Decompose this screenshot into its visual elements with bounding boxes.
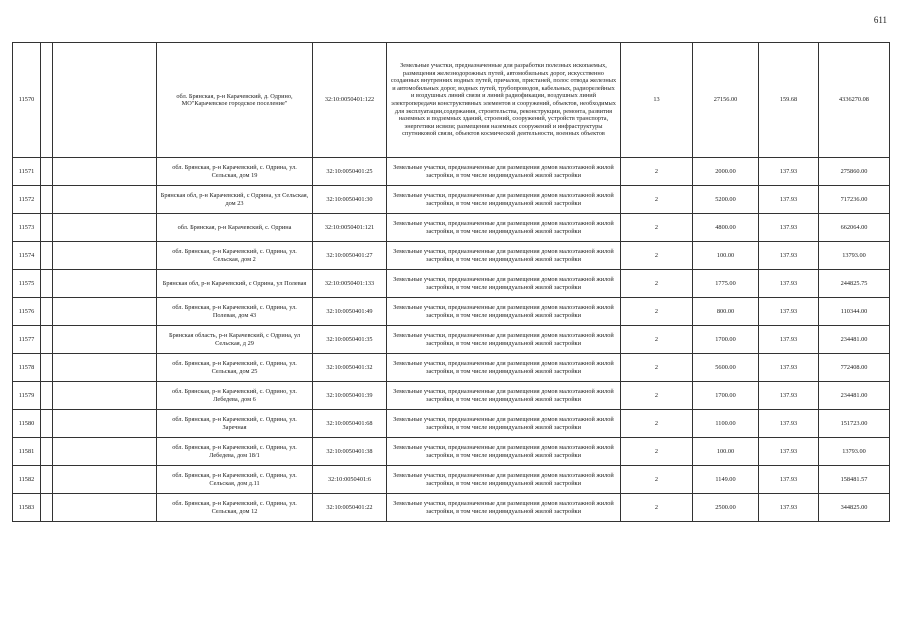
spacer-cell [53,242,157,270]
spacer-cell [53,214,157,242]
row-number-cell: 11579 [13,382,41,410]
specific-value-cell: 137.93 [759,382,819,410]
spacer-cell [41,466,53,494]
cadastral-value-table [12,42,890,522]
address-cell: обл. Брянская, р-н Карачевский, с. Одрина, ул. Сельская, дом 19 [157,158,313,186]
table-row [13,410,890,438]
table-row [13,466,890,494]
cadastral-value-cell: 110344.00 [819,298,890,326]
spacer-cell [41,242,53,270]
specific-value-cell: 137.93 [759,354,819,382]
land-use-cell: Земельные участки, предназначенные для размещения домов малоэтажной жилой застройки, в том числе индивидуальной жилой застройки [387,326,621,354]
area-cell: 5600.00 [693,354,759,382]
cadastral-value-cell: 275860.00 [819,158,890,186]
table-row [13,326,890,354]
table-row [13,270,890,298]
address-cell: обл. Брянская, р-н Карачевский, с. Одрина [157,214,313,242]
area-cell: 2000.00 [693,158,759,186]
address-cell: обл. Брянская, р-н Карачевский, с. Одрина, ул. Сельская, дом 12 [157,494,313,522]
row-number-cell: 11573 [13,214,41,242]
address-cell: обл. Брянская, р-н Карачевский, д. Одрино, МО"Карачевское городское поселение" [157,43,313,158]
spacer-cell [41,298,53,326]
cadastral-value-cell: 158481.57 [819,466,890,494]
category-code-cell: 2 [621,354,693,382]
spacer-cell [41,382,53,410]
category-code-cell: 2 [621,186,693,214]
cadastral-number-cell: 32:10:0050401:6 [313,466,387,494]
spacer-cell [53,43,157,158]
category-code-cell: 2 [621,494,693,522]
address-cell: обл. Брянская, р-н Карачевский, с. Одрина, ул. Сельская, дом 2 [157,242,313,270]
spacer-cell [53,466,157,494]
category-code-cell: 2 [621,466,693,494]
address-cell: обл. Брянская, р-н Карачевский, с. Одрино, ул. Лебедева, дом 6 [157,382,313,410]
table-row [13,186,890,214]
specific-value-cell: 137.93 [759,186,819,214]
land-use-cell: Земельные участки, предназначенные для размещения домов малоэтажной жилой застройки, в том числе индивидуальной жилой застройки [387,158,621,186]
table-row [13,298,890,326]
cadastral-value-cell: 234481.00 [819,326,890,354]
cadastral-number-cell: 32:10:0050401:68 [313,410,387,438]
address-cell: Брянская обл, р-н Карачевский, с Одрина, ул Сельская, дом 23 [157,186,313,214]
specific-value-cell: 137.93 [759,438,819,466]
table-row [13,158,890,186]
spacer-cell [53,494,157,522]
page-number: 611 [873,15,887,25]
spacer-cell [53,382,157,410]
land-use-cell: Земельные участки, предназначенные для разработки полезных ископаемых, размещения железнодорожных путей, автомобильных дорог, искусственно созданных внутренних водных путей, причалов, пристаней, полос отвода железных и автомобильных дорог, водных путей, трубопроводов, кабельных, радиорелейных и воздушных линий связи и линий радиофикации, воздушных линий электропередачи конструктивных элементов и сооружений, объектов, необходимых для эксплуатации,содержания, строительства, реконструкции, ремонта, развития наземных и подземных зданий, строений, сооружений, устройств транспорта, энергетики исвязи; размещения наземных сооружений и инфраструктуры спутниковой связи, объектов космической деятельности, военных объектов [387,43,621,158]
cadastral-value-cell: 772408.00 [819,354,890,382]
cadastral-number-cell: 32:10:0050401:35 [313,326,387,354]
land-use-cell: Земельные участки, предназначенные для размещения домов малоэтажной жилой застройки, в том числе индивидуальной жилой застройки [387,382,621,410]
specific-value-cell: 137.93 [759,466,819,494]
cadastral-number-cell: 32:10:0050401:38 [313,438,387,466]
cadastral-number-cell: 32:10:0050401:49 [313,298,387,326]
cadastral-value-cell: 244825.75 [819,270,890,298]
spacer-cell [41,494,53,522]
cadastral-number-cell: 32:10:0050401:39 [313,382,387,410]
row-number-cell: 11583 [13,494,41,522]
land-use-cell: Земельные участки, предназначенные для размещения домов малоэтажной жилой застройки, в том числе индивидуальной жилой застройки [387,298,621,326]
specific-value-cell: 137.93 [759,158,819,186]
category-code-cell: 2 [621,326,693,354]
area-cell: 27156.00 [693,43,759,158]
spacer-cell [41,186,53,214]
row-number-cell: 11580 [13,410,41,438]
cadastral-value-cell: 13793.00 [819,242,890,270]
land-use-cell: Земельные участки, предназначенные для размещения домов малоэтажной жилой застройки, в том числе индивидуальной жилой застройки [387,466,621,494]
row-number-cell: 11575 [13,270,41,298]
specific-value-cell: 137.93 [759,410,819,438]
land-use-cell: Земельные участки, предназначенные для размещения домов малоэтажной жилой застройки, в том числе индивидуальной жилой застройки [387,242,621,270]
row-number-cell: 11572 [13,186,41,214]
spacer-cell [53,410,157,438]
category-code-cell: 2 [621,382,693,410]
specific-value-cell: 137.93 [759,298,819,326]
category-code-cell: 2 [621,410,693,438]
table-body [13,43,890,522]
cadastral-value-cell: 662064.00 [819,214,890,242]
specific-value-cell: 137.93 [759,270,819,298]
land-use-cell: Земельные участки, предназначенные для размещения домов малоэтажной жилой застройки, в том числе индивидуальной жилой застройки [387,438,621,466]
row-number-cell: 11577 [13,326,41,354]
category-code-cell: 2 [621,242,693,270]
cadastral-number-cell: 32:10:0050401:25 [313,158,387,186]
area-cell: 1700.00 [693,326,759,354]
address-cell: обл. Брянская, р-н Карачевский, с. Одрина, ул. Сельская, дом д.11 [157,466,313,494]
cadastral-value-cell: 151723.00 [819,410,890,438]
category-code-cell: 2 [621,214,693,242]
area-cell: 1100.00 [693,410,759,438]
spacer-cell [53,326,157,354]
table-row [13,242,890,270]
spacer-cell [41,158,53,186]
row-number-cell: 11570 [13,43,41,158]
cadastral-value-cell: 234481.00 [819,382,890,410]
spacer-cell [41,326,53,354]
category-code-cell: 2 [621,438,693,466]
spacer-cell [53,270,157,298]
category-code-cell: 2 [621,270,693,298]
area-cell: 1775.00 [693,270,759,298]
area-cell: 4800.00 [693,214,759,242]
table-row [13,43,890,158]
specific-value-cell: 159.68 [759,43,819,158]
area-cell: 100.00 [693,242,759,270]
address-cell: обл. Брянская, р-н Карачевский, с. Одрина, ул. Лебедева, дом 18/1 [157,438,313,466]
area-cell: 2500.00 [693,494,759,522]
category-code-cell: 13 [621,43,693,158]
address-cell: Брянская область, р-н Карачевский, с Одрина, ул Сельская, д 29 [157,326,313,354]
spacer-cell [41,354,53,382]
table-row [13,382,890,410]
cadastral-number-cell: 32:10:0050401:22 [313,494,387,522]
area-cell: 1149.00 [693,466,759,494]
specific-value-cell: 137.93 [759,494,819,522]
cadastral-value-cell: 4336270.08 [819,43,890,158]
specific-value-cell: 137.93 [759,242,819,270]
land-use-cell: Земельные участки, предназначенные для размещения домов малоэтажной жилой застройки, в том числе индивидуальной жилой застройки [387,410,621,438]
address-cell: обл. Брянская, р-н Карачевский, с. Одрина, ул. Заречная [157,410,313,438]
row-number-cell: 11576 [13,298,41,326]
category-code-cell: 2 [621,158,693,186]
table-row [13,214,890,242]
area-cell: 5200.00 [693,186,759,214]
area-cell: 1700.00 [693,382,759,410]
area-cell: 100.00 [693,438,759,466]
address-cell: Брянская обл, р-н Карачевский, с Одрина, ул Полевая [157,270,313,298]
spacer-cell [41,270,53,298]
spacer-cell [41,214,53,242]
land-use-cell: Земельные участки, предназначенные для размещения домов малоэтажной жилой застройки, в том числе индивидуальной жилой застройки [387,186,621,214]
table-row [13,494,890,522]
spacer-cell [53,186,157,214]
cadastral-number-cell: 32:10:0050401:122 [313,43,387,158]
address-cell: обл. Брянская, р-н Карачевский, с. Одрина, ул. Сельская, дом 25 [157,354,313,382]
row-number-cell: 11582 [13,466,41,494]
land-use-cell: Земельные участки, предназначенные для размещения домов малоэтажной жилой застройки, в том числе индивидуальной жилой застройки [387,494,621,522]
spacer-cell [41,410,53,438]
spacer-cell [53,438,157,466]
row-number-cell: 11581 [13,438,41,466]
land-use-cell: Земельные участки, предназначенные для размещения домов малоэтажной жилой застройки, в том числе индивидуальной жилой застройки [387,354,621,382]
cadastral-value-cell: 717236.00 [819,186,890,214]
spacer-cell [41,438,53,466]
land-use-cell: Земельные участки, предназначенные для размещения домов малоэтажной жилой застройки, в том числе индивидуальной жилой застройки [387,214,621,242]
cadastral-number-cell: 32:10:0050401:30 [313,186,387,214]
specific-value-cell: 137.93 [759,326,819,354]
table-row [13,438,890,466]
cadastral-value-cell: 13793.00 [819,438,890,466]
area-cell: 800.00 [693,298,759,326]
cadastral-number-cell: 32:10:0050401:133 [313,270,387,298]
cadastral-number-cell: 32:10:0050401:121 [313,214,387,242]
category-code-cell: 2 [621,298,693,326]
specific-value-cell: 137.93 [759,214,819,242]
spacer-cell [53,354,157,382]
spacer-cell [53,158,157,186]
cadastral-number-cell: 32:10:0050401:32 [313,354,387,382]
row-number-cell: 11578 [13,354,41,382]
spacer-cell [41,43,53,158]
row-number-cell: 11571 [13,158,41,186]
cadastral-value-cell: 344825.00 [819,494,890,522]
address-cell: обл. Брянская, р-н Карачевский, с. Одрина, ул. Полевая, дом 43 [157,298,313,326]
spacer-cell [53,298,157,326]
land-use-cell: Земельные участки, предназначенные для размещения домов малоэтажной жилой застройки, в том числе индивидуальной жилой застройки [387,270,621,298]
table-row [13,354,890,382]
row-number-cell: 11574 [13,242,41,270]
cadastral-number-cell: 32:10:0050401:27 [313,242,387,270]
